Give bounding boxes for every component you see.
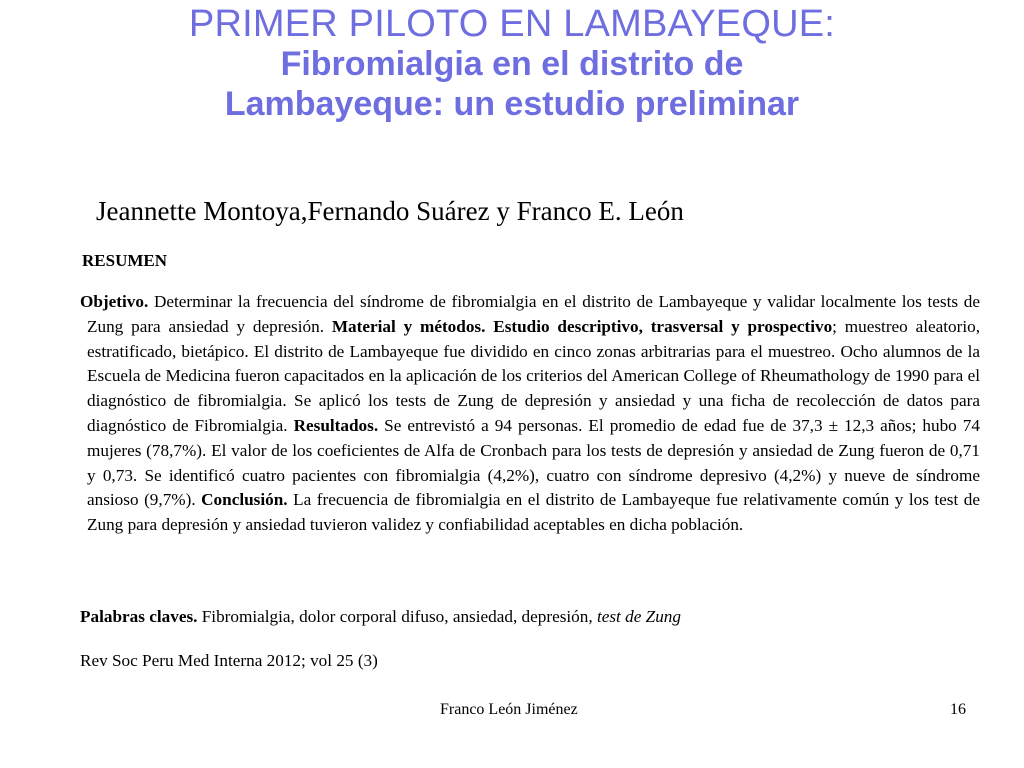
resumen-heading: RESUMEN (82, 251, 168, 270)
resultados-label: Resultados. (293, 415, 379, 435)
title-line-2: Fibromialgia en el distrito de (280, 45, 744, 83)
keywords (80, 607, 681, 627)
objetivo-text: Determinar la frecuencia del síndrome de fibromialgia en el distrito de Lambayeque y validar localmente los tests de Zung para ansiedad y depresión. (87, 292, 980, 336)
conclusion-text: La frecuencia de fibromialgia en el distrito de Lambayeque fue relativamente común y los test de Zung para depresión y ansiedad tuvieron validez y confiabilidad aceptables en dicha población. (87, 490, 980, 535)
authors: Jeannette Montoya,Fernando Suárez y Franco E. León (96, 196, 684, 226)
estudio-label: Estudio descriptivo, trasversal y prospectivo (493, 316, 833, 336)
footer-author: Franco León Jiménez (440, 701, 578, 718)
title-line-1: PRIMER PILOTO EN LAMBAYEQUE: (188, 3, 836, 45)
keywords-italic-text: , test de Zung (588, 607, 681, 626)
material-text: ; muestreo aleatorio, estratificado, bietápico. El distrito de Lambayeque fue dividido en cinco zonas arbitrarias para el muestreo. Ocho alumnos de la Escuela de Medicina fueron capacitados en la aplicación de los criterios del American College of Rheumathology de 1990 para el diagnóstico de fibromialgia. Se aplicó los tests de Zung de depresión y ansiedad y una ficha de recolección de datos para diagnóstico de Fibromialgia. (87, 316, 981, 435)
resultados-text: Se entrevistó a 94 personas. El promedio de edad fue de 37,3 ± 12,3 años; hubo 74 mujeres (78,7%). El valor de los coeficientes de Alfa de Cronbach para los tests de depresión y ansiedad de Zung fueron de 0,71 y 0,73. Se identificó cuatro pacientes con fibromialgia (4,2%), cuatro con síndrome depresivo (4,2%) y nueve de síndrome ansioso (9,7%). (87, 415, 980, 510)
slide-title (0, 4, 1024, 124)
keywords-label: Palabras claves. (80, 607, 198, 626)
conclusion-label: Conclusión. (201, 490, 288, 510)
keywords-text: Fibromialgia, dolor corporal difuso, ansiedad, depresión (197, 607, 589, 626)
title-line-3: Lambayeque: un estudio preliminar (224, 85, 800, 123)
objetivo-label: Objetivo. (80, 292, 149, 311)
citation: Rev Soc Peru Med Interna 2012; vol 25 (3) (80, 651, 378, 670)
abstract-paragraph (80, 290, 980, 538)
page-number: 16 (950, 701, 966, 718)
material-label: Material y métodos. (331, 316, 486, 336)
